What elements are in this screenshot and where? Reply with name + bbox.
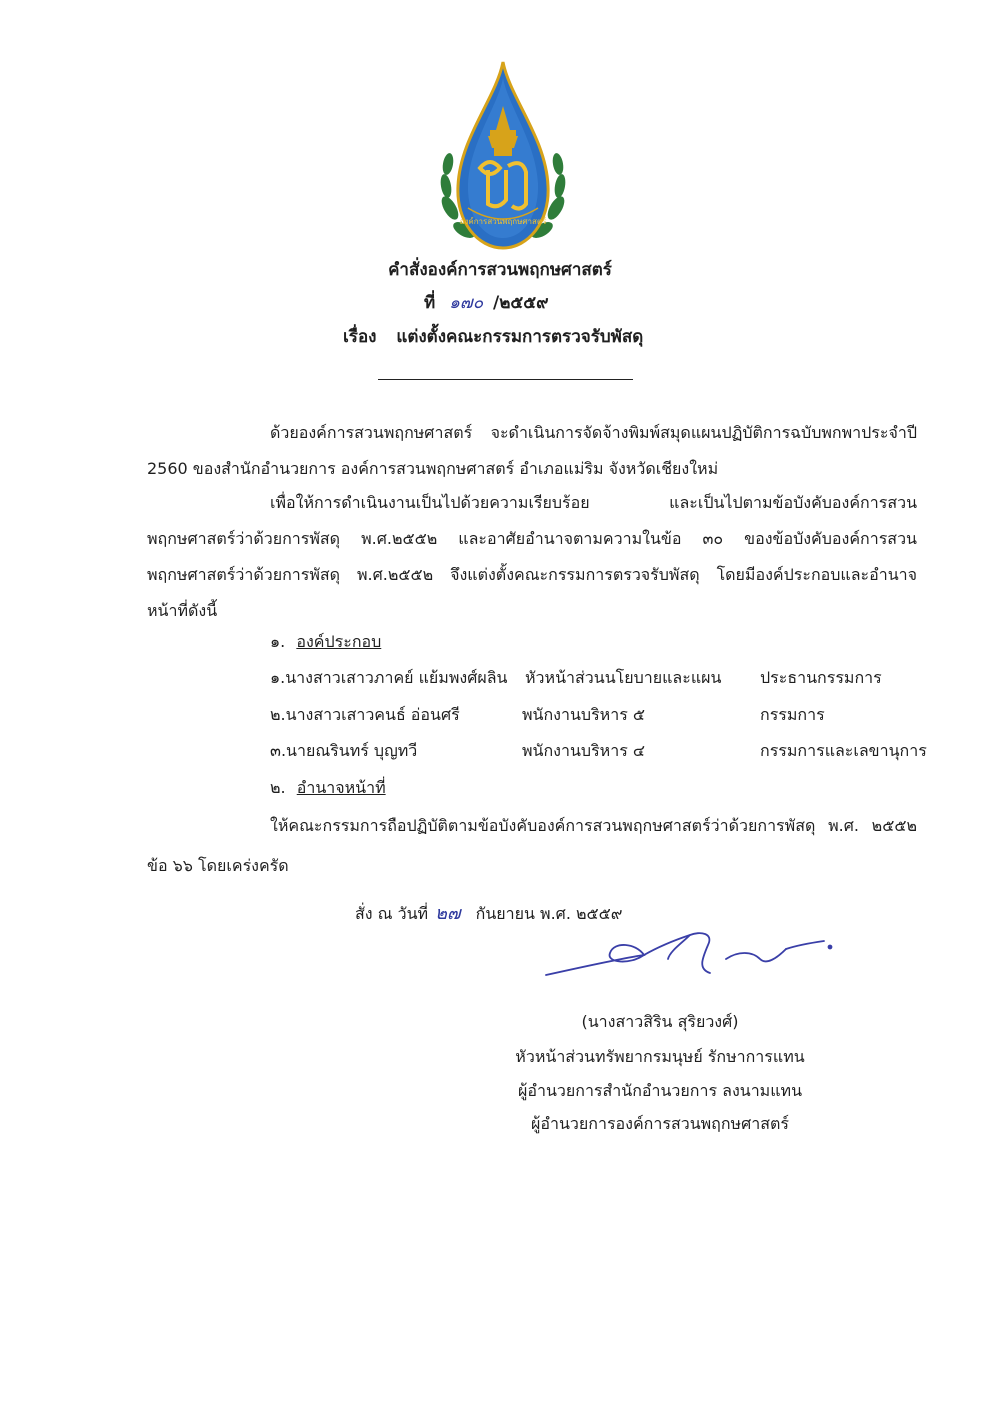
section-1-heading: [270, 630, 381, 654]
member-1-role: ประธานกรรมการ: [760, 668, 882, 687]
order-number-handwritten: ๑๗๐: [449, 293, 484, 313]
section-2-heading: [270, 776, 386, 800]
subject-text: แต่งตั้งคณะกรรมการตรวจรับพัสดุ: [396, 327, 644, 347]
order-number: [424, 291, 549, 315]
section-1-title: องค์ประกอบ: [296, 632, 382, 651]
signatory-name: (นางสาวสิริน สุริยวงศ์): [581, 1012, 739, 1031]
section-2-text: ให้คณะกรรมการถือปฏิบัติตามข้อบังคับองค์การสวนพฤกษศาสตร์ว่าด้วยการพัสดุ พ.ศ. ๒๕๕๒ ข้อ ๖๖ โดยเคร่งครัด: [147, 816, 917, 875]
organization-logo: [428, 58, 578, 258]
paragraph-1: ด้วยองค์การสวนพฤกษศาสตร์ จะดำเนินการจัดจ้างพิมพ์สมุดแผนปฏิบัติการฉบับพกพาประจำปี 2560 ของสำนักอำนวยการ องค์การสวนพฤกษศาสตร์ อำเภอแม่ริม จังหวัดเชียงใหม่: [147, 423, 917, 478]
member-1-position: หัวหน้าส่วนนโยบายและแผน: [525, 668, 722, 687]
order-number-suffix: /๒๕๕๙: [493, 293, 549, 313]
section-1-number: ๑.: [270, 632, 286, 651]
date-suffix: กันยายน พ.ศ. ๒๕๕๙: [475, 904, 623, 923]
signatory-title-2: ผู้อำนวยการสำนักอำนวยการ ลงนามแทน: [517, 1081, 803, 1100]
order-number-prefix: ที่: [424, 293, 436, 313]
subject-label: เรื่อง: [343, 327, 377, 347]
date-day-handwritten: ๒๗: [435, 903, 461, 924]
order-date: [355, 902, 622, 926]
subject-line: [343, 325, 643, 349]
logo-text: องค์การสวนพฤกษศาสตร์: [459, 217, 547, 226]
header-divider: [378, 379, 633, 380]
member-2-role: กรรมการ: [760, 705, 825, 724]
member-3-position: พนักงานบริหาร ๔: [522, 741, 645, 760]
member-3-name: ๓.นายณรินทร์ บุญทวี: [270, 741, 418, 760]
date-prefix: สั่ง ณ วันที่: [355, 904, 429, 923]
signature-scribble: [540, 925, 840, 985]
paragraph-2: เพื่อให้การดำเนินงานเป็นไปด้วยความเรียบร้อย และเป็นไปตามข้อบังคับองค์การสวนพฤกษศาสตร์ว่าด้วยการพัสดุ พ.ศ.๒๕๕๒ และอาศัยอำนาจตามความในข้อ ๓๐ ของข้อบังคับองค์การสวนพฤกษศาสตร์ว่าด้วยการพัสดุ พ.ศ.๒๕๕๒ จึงแต่งตั้งคณะกรรมการตรวจรับพัสดุ โดยมีองค์ประกอบและอำนาจหน้าที่ดังนี้: [147, 493, 917, 620]
member-1-name: ๑.นางสาวเสาวภาคย์ แย้มพงศ์ผลิน: [270, 668, 508, 687]
signatory-title-1: หัวหน้าส่วนทรัพยากรมนุษย์ รักษาการแทน: [515, 1047, 805, 1066]
section-2-number: ๒.: [270, 778, 286, 797]
member-2-position: พนักงานบริหาร ๕: [522, 705, 645, 724]
member-3-role: กรรมการและเลขานุการ: [760, 741, 927, 760]
member-2-name: ๒.นางสาวเสาวคนธ์ อ่อนศรี: [270, 705, 460, 724]
section-2-title: อำนาจหน้าที่: [296, 778, 386, 797]
signatory-title-3: ผู้อำนวยการองค์การสวนพฤกษศาสตร์: [531, 1114, 789, 1133]
document-title: คำสั่งองค์การสวนพฤกษศาสตร์: [388, 260, 612, 280]
